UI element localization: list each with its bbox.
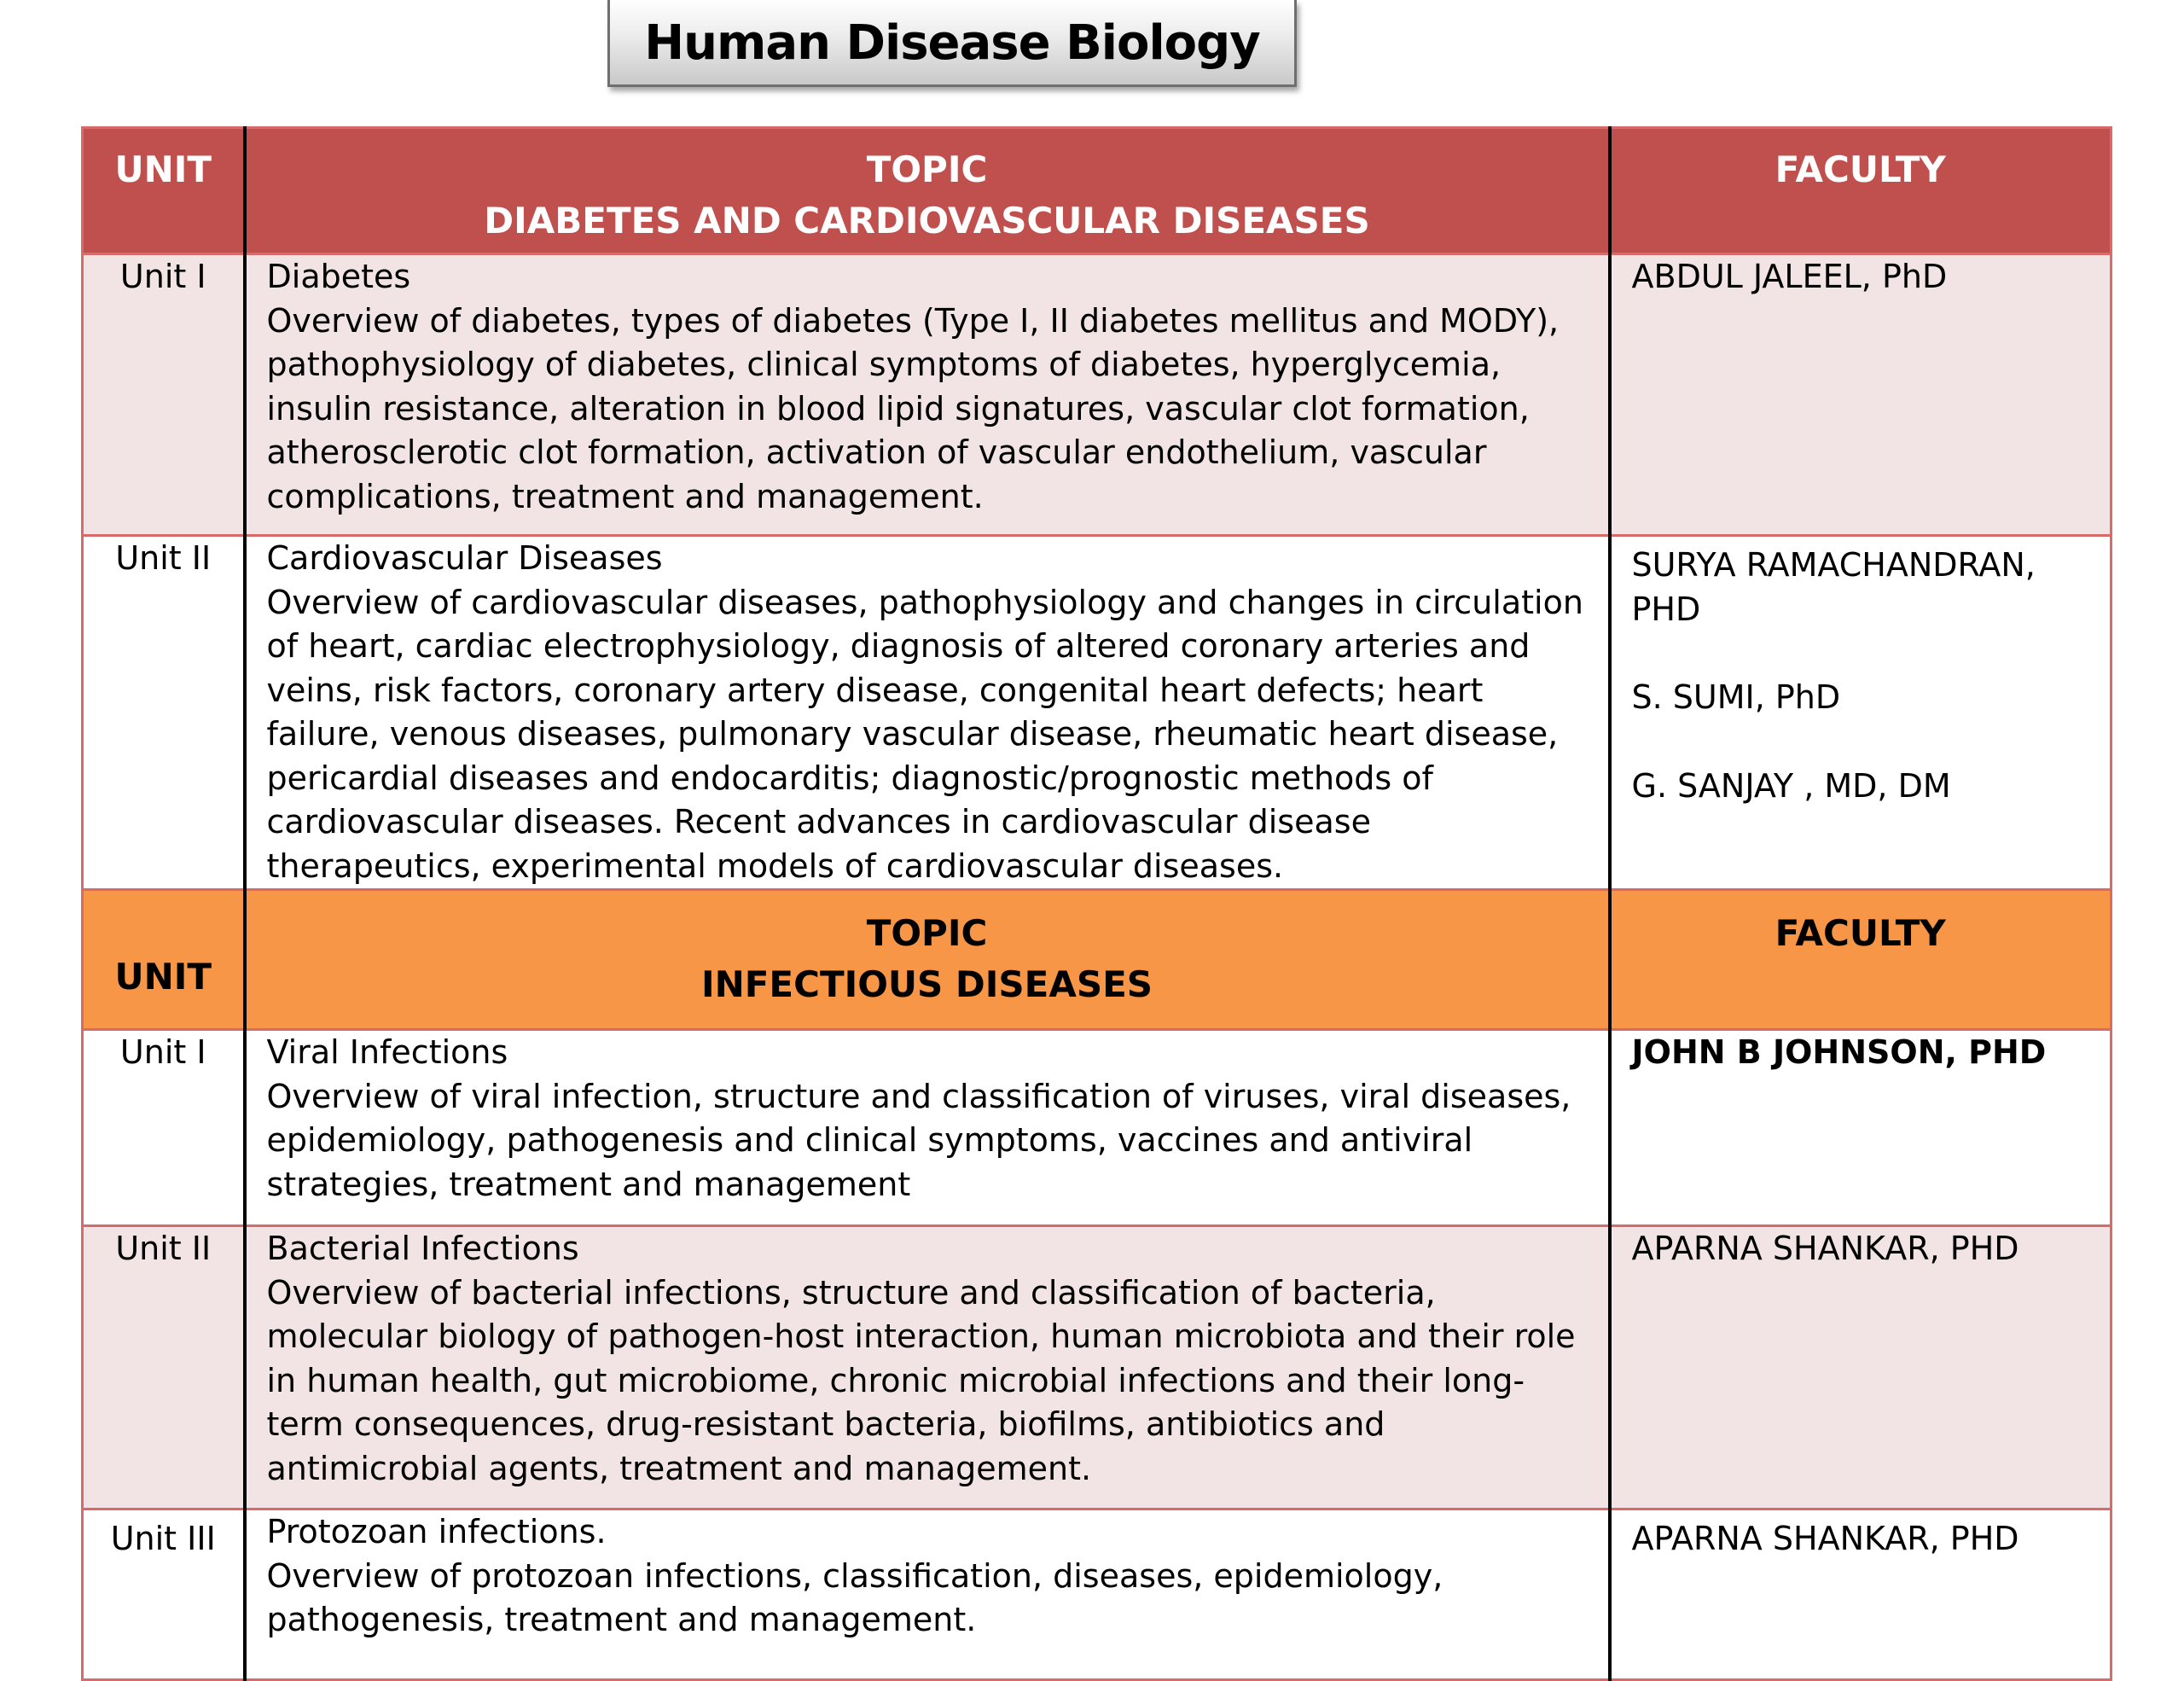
topic-cell [245,254,1610,536]
faculty-cell [1610,1226,2111,1509]
faculty-cell [1610,536,2111,890]
unit-column-header: UNIT [83,128,245,254]
topic-cell [245,1030,1610,1226]
faculty-name: SURYA RAMACHANDRAN, PHD [1631,546,2036,628]
table-row [83,254,2111,536]
syllabus-table [81,126,2112,1681]
topic-description: Overview of bacterial infections, structure and classification of bacteria, molecular biology of pathogen-host interaction, human microbiota and their role in human health, gut microbiome, chronic microbial infections and their long-term consequences, drug-resistant bacteria, biofilms, antibiotics and antimicrobial agents, treatment and management. [266,1273,1576,1487]
topic-cell [245,1509,1610,1680]
unit-column-header: UNIT [83,890,245,1030]
table-row [83,1509,2111,1680]
section-header-diabetes-cardiovascular [83,128,2111,254]
topic-description: Overview of diabetes, types of diabetes (Type I, II diabetes mellitus and MODY), pathophysiology of diabetes, clinical symptoms of diabetes, hyperglycemia, insulin resistance, alteration in blood lipid signatures, vascular clot formation, atherosclerotic clot formation, activation of vascular endothelium, vascular complications, treatment and management. [266,301,1560,515]
unit-cell: Unit I [83,1030,245,1226]
faculty-name: G. SANJAY , MD, DM [1631,766,1951,805]
topic-title: Diabetes [266,258,411,295]
topic-title: Protozoan infections. [266,1513,607,1550]
topic-description: Overview of viral infection, structure and classification of viruses, viral diseases, epidemiology, pathogenesis and clinical symptoms, vaccines and antiviral strategies, treatment and management [266,1077,1571,1203]
unit-cell: Unit III [83,1509,245,1680]
faculty-name: APARNA SHANKAR, PHD [1631,1230,2019,1267]
faculty-column-header: FACULTY [1610,890,2111,1030]
topic-header-label: TOPIC [866,148,988,190]
topic-cell [245,1226,1610,1509]
unit-cell: Unit II [83,536,245,890]
faculty-name: S. SUMI, PhD [1631,678,1841,716]
unit-cell: Unit I [83,254,245,536]
topic-column-header [245,890,1610,1030]
faculty-cell [1610,1509,2111,1680]
faculty-name: APARNA SHANKAR, PHD [1631,1520,2019,1557]
section-header-infectious-diseases [83,890,2111,1030]
table-row [83,536,2111,890]
faculty-name: ABDUL JALEEL, PhD [1631,258,1948,295]
page-title: Human Disease Biology [607,0,1297,87]
topic-header-label: TOPIC [866,912,988,954]
section-title: DIABETES AND CARDIOVASCULAR DISEASES [484,200,1370,241]
topic-title: Cardiovascular Diseases [266,539,663,577]
faculty-name: JOHN B JOHNSON, PHD [1631,1033,2047,1071]
topic-cell [245,536,1610,890]
faculty-column-header: FACULTY [1610,128,2111,254]
topic-description: Overview of cardiovascular diseases, pathophysiology and changes in circulation of heart, cardiac electrophysiology, diagnosis of altered coronary arteries and veins, risk factors, coronary artery disease, congenital heart defects; heart failure, venous diseases, pulmonary vascular disease, rheumatic heart disease, pericardial diseases and endocarditis; diagnostic/prognostic methods of cardiovascular diseases. Recent advances in cardiovascular disease therapeutics, experimental models of cardiovascular diseases. [266,583,1583,885]
topic-description: Overview of protozoan infections, classification, diseases, epidemiology, pathogenesis, treatment and management. [266,1556,1443,1638]
topic-column-header [245,128,1610,254]
table-row [83,1030,2111,1226]
unit-cell: Unit II [83,1226,245,1509]
table-row [83,1226,2111,1509]
topic-title: Bacterial Infections [266,1230,579,1267]
section-title: INFECTIOUS DISEASES [700,963,1153,1005]
faculty-cell [1610,1030,2111,1226]
topic-title: Viral Infections [266,1033,508,1071]
faculty-cell [1610,254,2111,536]
